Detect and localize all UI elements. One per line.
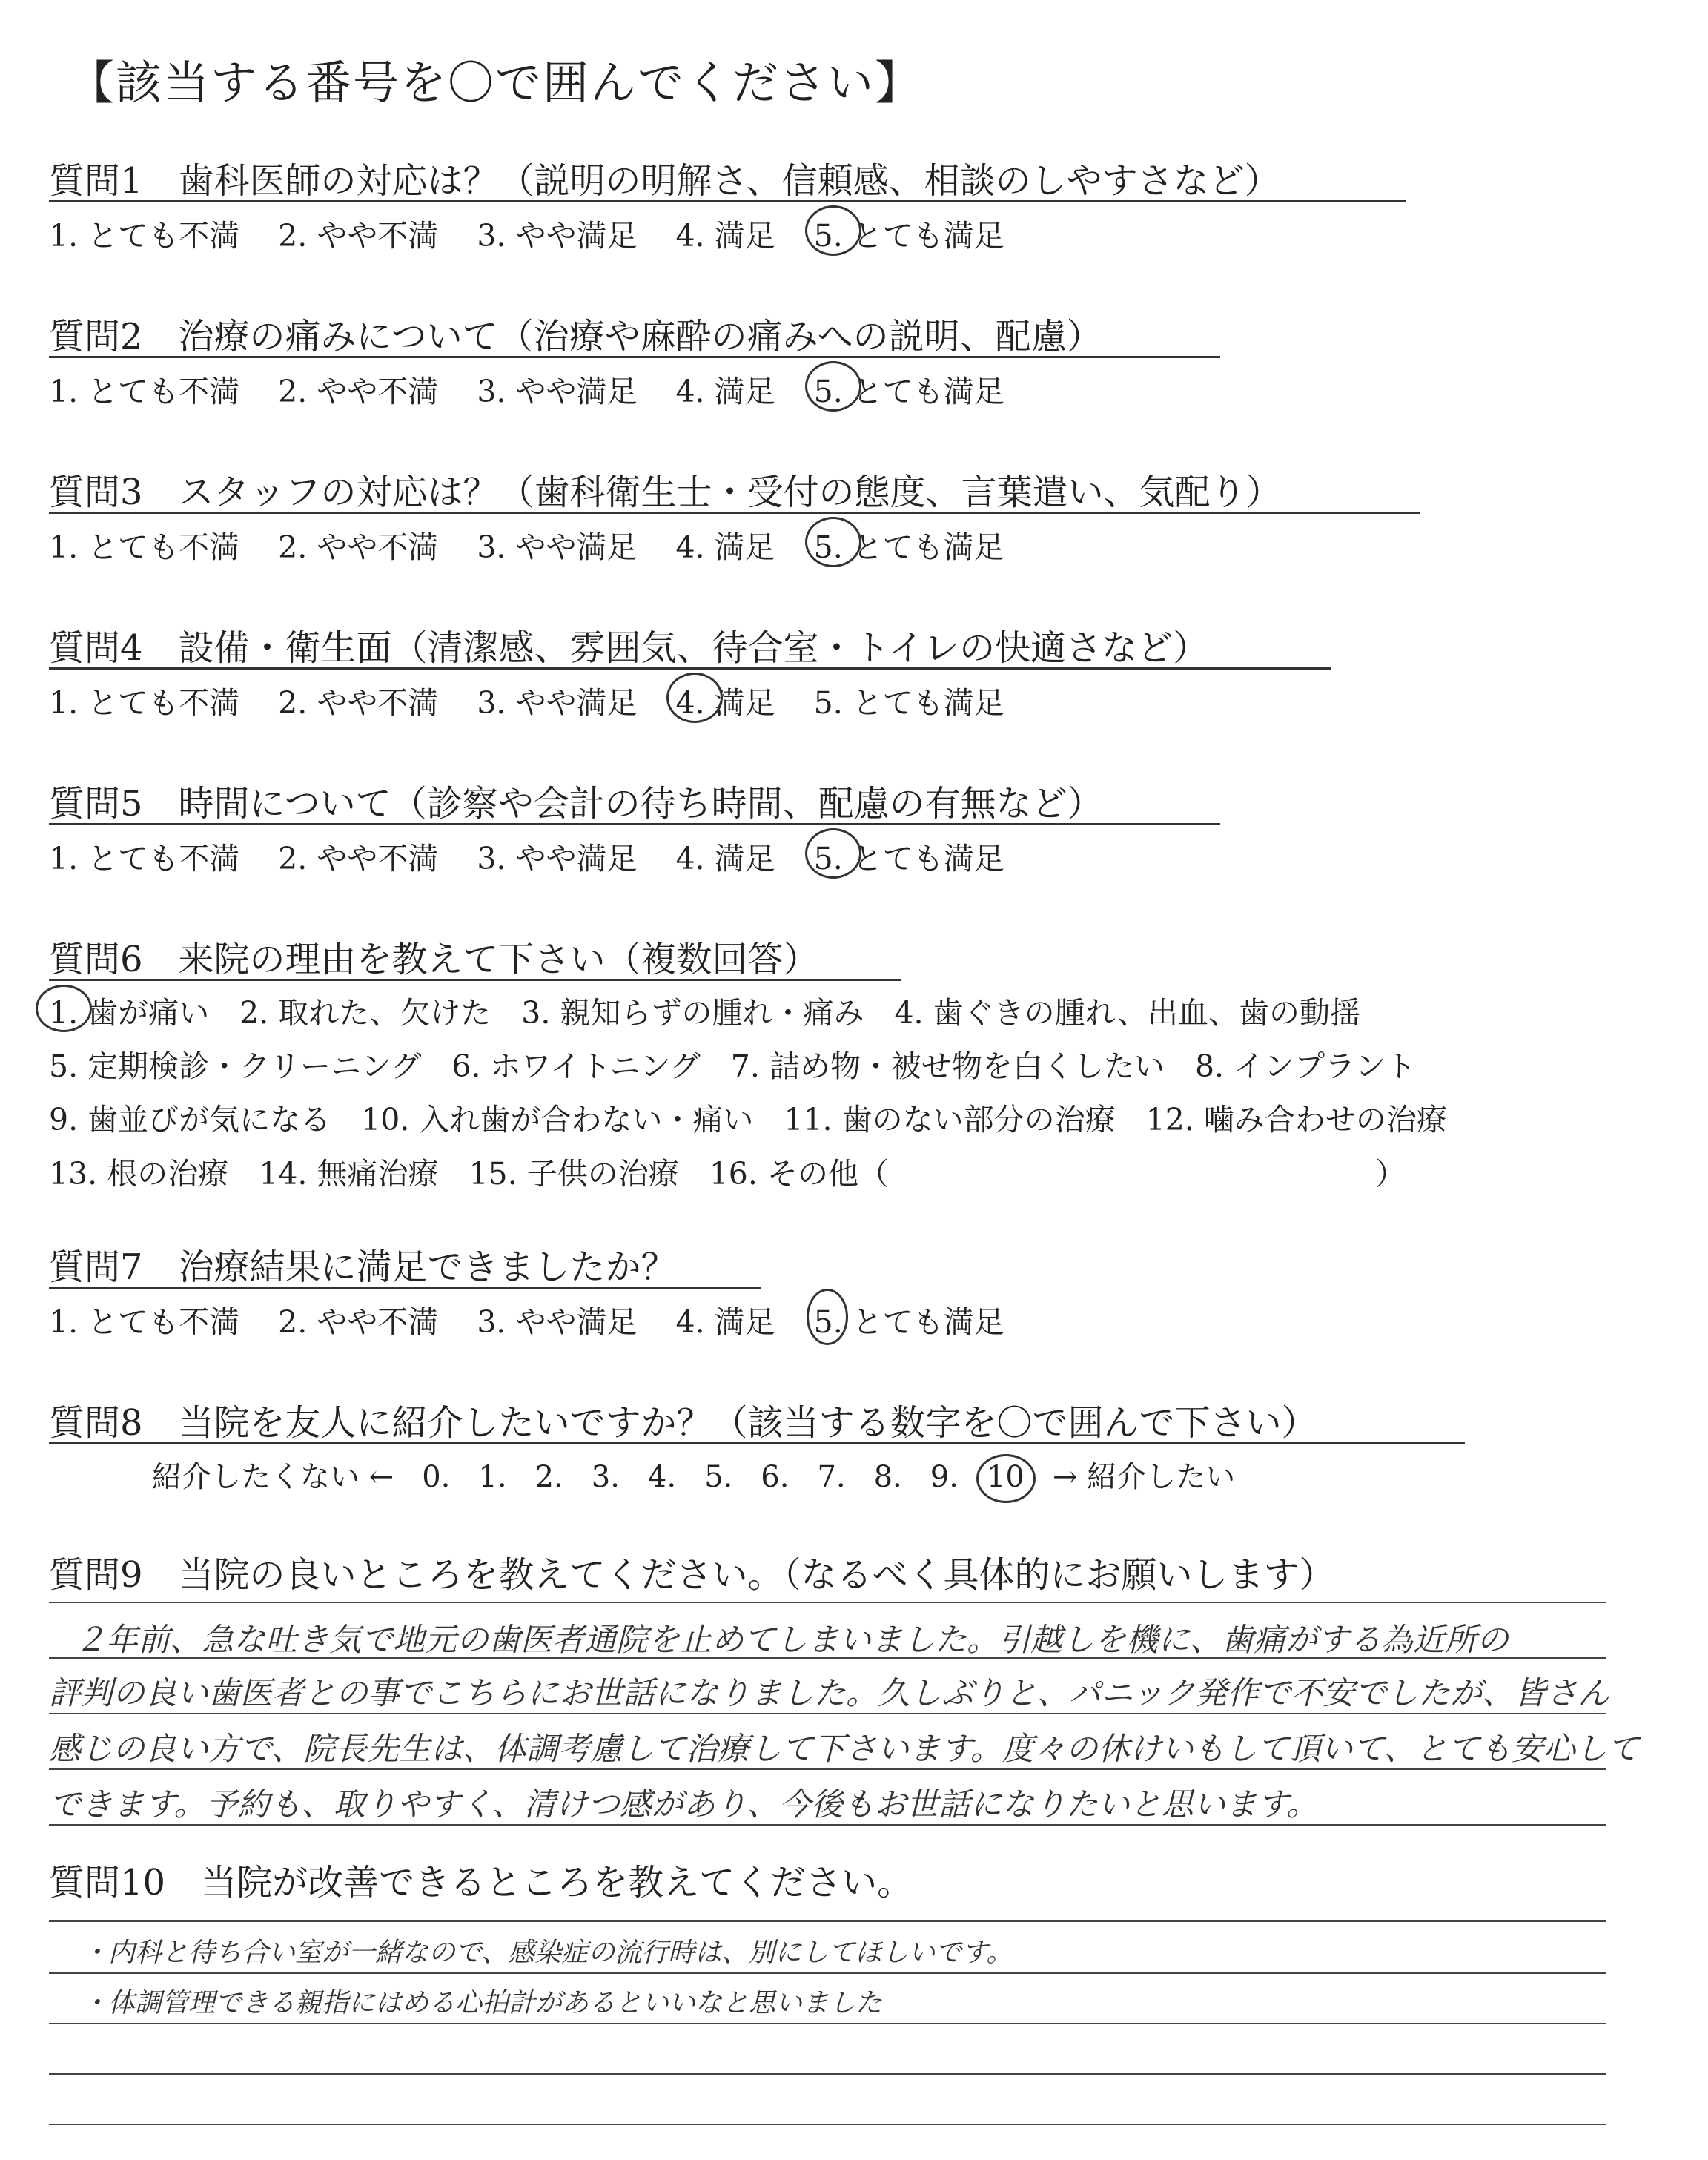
q8-scale-9[interactable]: 9. <box>930 1460 959 1494</box>
q5-selection-circle <box>805 828 861 879</box>
q6-line-2[interactable]: 5. 定期検診・クリーニング 6. ホワイトニング 7. 詰め物・被せ物を白くしたい 8. インプラント <box>49 1048 1417 1084</box>
q8-scale-6[interactable]: 6. <box>761 1460 790 1494</box>
q9-label: 質問9 当院の良いところを教えてください。（なるべく具体的にお願いします） <box>49 1554 1335 1596</box>
q4-label: 質問4 設備・衛生面（清潔感、雰囲気、待合室・トイレの快適さなど） <box>49 627 1209 669</box>
q5-options[interactable] <box>49 834 1043 878</box>
q4-selection-circle <box>666 673 723 723</box>
q1-option-3[interactable]: 3. やや満足 <box>477 218 638 254</box>
q8-scale-0[interactable]: 0. <box>422 1460 451 1494</box>
q6-line-4[interactable]: 13. 根の治療 14. 無痛治療 15. 子供の治療 16. その他（ ） <box>49 1156 1406 1192</box>
page-title: 【該当する番号を〇で囲んでください】 <box>68 56 923 110</box>
q10-label: 質問10 当院が改善できるところを教えてください。 <box>49 1862 913 1903</box>
q6-underline <box>49 979 901 981</box>
q8-label: 質問8 当院を友人に紹介したいですか？（該当する数字を〇で囲んで下さい） <box>49 1402 1317 1444</box>
q8-scale-4[interactable]: 4. <box>647 1460 677 1494</box>
q5-option-3[interactable]: 3. やや満足 <box>477 841 638 876</box>
q8-scale-7[interactable]: 7. <box>817 1460 846 1494</box>
q10-rule-1 <box>49 1972 1606 1974</box>
q1-label: 質問1 歯科医師の対応は？（説明の明解さ、信頼感、相談のしやすさなど） <box>49 160 1280 202</box>
q6-label: 質問6 来院の理由を教えて下さい（複数回答） <box>49 939 819 980</box>
q3-option-2[interactable]: 2. やや不満 <box>278 529 439 565</box>
q8-scale-10[interactable]: 10 <box>987 1460 1025 1494</box>
q8-scale-1[interactable]: 1. <box>478 1460 507 1494</box>
q1-option-1[interactable]: 1. とても不満 <box>49 218 240 254</box>
q7-option-3[interactable]: 3. やや満足 <box>477 1304 638 1340</box>
q9-answer-4: できます。予約も、取りやすく、清けつ感があり、今後もお世話になりたいと思います。 <box>49 1786 1319 1823</box>
q3-option-1[interactable]: 1. とても不満 <box>49 529 240 565</box>
q1-option-2[interactable]: 2. やや不満 <box>278 218 439 254</box>
q1-option-4[interactable]: 4. 満足 <box>675 218 775 254</box>
q3-option-5[interactable]: 5. とても満足 <box>814 523 1004 567</box>
q2-underline <box>49 356 1220 358</box>
q4-underline <box>49 667 1331 670</box>
q1-selection-circle <box>805 205 861 256</box>
q3-option-4[interactable]: 4. 満足 <box>675 529 775 565</box>
q8-scale-5[interactable]: 5. <box>704 1460 733 1494</box>
q7-option-2[interactable]: 2. やや不満 <box>278 1304 439 1340</box>
q3-options[interactable] <box>49 523 1043 567</box>
q1-options[interactable] <box>49 211 1043 255</box>
q8-selection-circle <box>976 1454 1036 1503</box>
q6-line-1[interactable]: 1. 歯が痛い 2. 取れた、欠けた 3. 親知らずの腫れ・痛み 4. 歯ぐきの腫れ、出血、歯の動揺 <box>49 995 1361 1031</box>
q2-option-5[interactable]: 5. とても満足 <box>814 367 1004 411</box>
q7-underline <box>49 1287 761 1289</box>
q9-answer-3: 感じの良い方で、院長先生は、体調考慮して治療して下さいます。度々の休けいもして頂いて、とても安心して <box>49 1731 1639 1768</box>
q8-left-label: 紹介したくない ← <box>152 1460 394 1494</box>
q8-scale-8[interactable]: 8. <box>873 1460 902 1494</box>
q2-options[interactable] <box>49 367 1043 411</box>
q8-scale-3[interactable]: 3. <box>591 1460 620 1494</box>
q7-selection-circle <box>807 1289 848 1345</box>
q6-line-3[interactable]: 9. 歯並びが気になる 10. 入れ歯が合わない・痛い 11. 歯のない部分の治療 12. 噛み合わせの治療 <box>49 1102 1447 1137</box>
q7-option-1[interactable]: 1. とても不満 <box>49 1304 240 1340</box>
q8-right-label: → 紹介したい <box>1052 1460 1236 1494</box>
q10-rule-2 <box>49 2023 1606 2024</box>
q3-label: 質問3 スタッフの対応は？（歯科衛生士・受付の態度、言葉遣い、気配り） <box>49 472 1282 513</box>
q4-option-2[interactable]: 2. やや不満 <box>278 685 439 721</box>
q3-underline <box>49 512 1420 514</box>
q6-selection-circle <box>36 985 92 1032</box>
q10-rule-0 <box>49 1920 1606 1922</box>
q9-rule-1 <box>49 1657 1606 1659</box>
q7-options[interactable] <box>49 1298 1043 1341</box>
q9-rule-0 <box>49 1602 1606 1603</box>
q8-underline <box>49 1442 1465 1444</box>
q1-underline <box>49 200 1406 202</box>
q5-option-2[interactable]: 2. やや不満 <box>278 841 439 876</box>
q3-selection-circle <box>805 517 861 567</box>
q4-option-4[interactable]: 4. 満足 <box>675 678 775 722</box>
q2-option-3[interactable]: 3. やや満足 <box>477 374 638 409</box>
q5-label: 質問5 時間について（診察や会計の待ち時間、配慮の有無など） <box>49 783 1103 825</box>
q5-option-4[interactable]: 4. 満足 <box>675 841 775 876</box>
q5-underline <box>49 823 1220 825</box>
q2-option-4[interactable]: 4. 満足 <box>675 374 775 409</box>
q5-option-5[interactable]: 5. とても満足 <box>814 834 1004 878</box>
q9-rule-2 <box>49 1713 1606 1714</box>
q8-scale[interactable] <box>152 1453 1263 1496</box>
q2-selection-circle <box>805 361 861 412</box>
q2-option-1[interactable]: 1. とても不満 <box>49 374 240 409</box>
q4-options[interactable] <box>49 678 1043 722</box>
q9-rule-3 <box>49 1768 1606 1770</box>
q2-label: 質問2 治療の痛みについて（治療や麻酔の痛みへの説明、配慮） <box>49 316 1102 357</box>
q5-option-1[interactable]: 1. とても不満 <box>49 841 240 876</box>
q8-scale-2[interactable]: 2. <box>534 1460 563 1494</box>
q7-option-5[interactable]: 5. とても満足 <box>814 1298 1004 1341</box>
q9-answer-2: 評判の良い歯医者との事でこちらにお世話になりました。久しぶりと、パニック発作で不安でしたが、皆さん <box>49 1675 1610 1712</box>
q9-rule-4 <box>49 1824 1606 1826</box>
q4-option-3[interactable]: 3. やや満足 <box>477 685 638 721</box>
q10-rule-4 <box>49 2124 1606 2125</box>
q4-option-5[interactable]: 5. とても満足 <box>813 685 1004 721</box>
q3-option-3[interactable]: 3. やや満足 <box>477 529 638 565</box>
q10-answer-1: ・内科と待ち合い室が一緒なので、感染症の流行時は、別にしてほしいです。 <box>82 1938 1013 1968</box>
q9-answer-1: ２年前、急な吐き気で地元の歯医者通院を止めてしまいました。引越しを機に、歯痛がする為近所の <box>74 1622 1509 1659</box>
q7-label: 質問7 治療結果に満足できましたか？ <box>49 1246 677 1288</box>
q1-option-5[interactable]: 5. とても満足 <box>814 211 1004 255</box>
q2-option-2[interactable]: 2. やや不満 <box>278 374 439 409</box>
q10-rule-3 <box>49 2073 1606 2075</box>
q7-option-4[interactable]: 4. 満足 <box>675 1304 775 1340</box>
q4-option-1[interactable]: 1. とても不満 <box>49 685 240 721</box>
q10-answer-2: ・体調管理できる親指にはめる心拍計があるといいなと思いました <box>82 1988 883 2018</box>
